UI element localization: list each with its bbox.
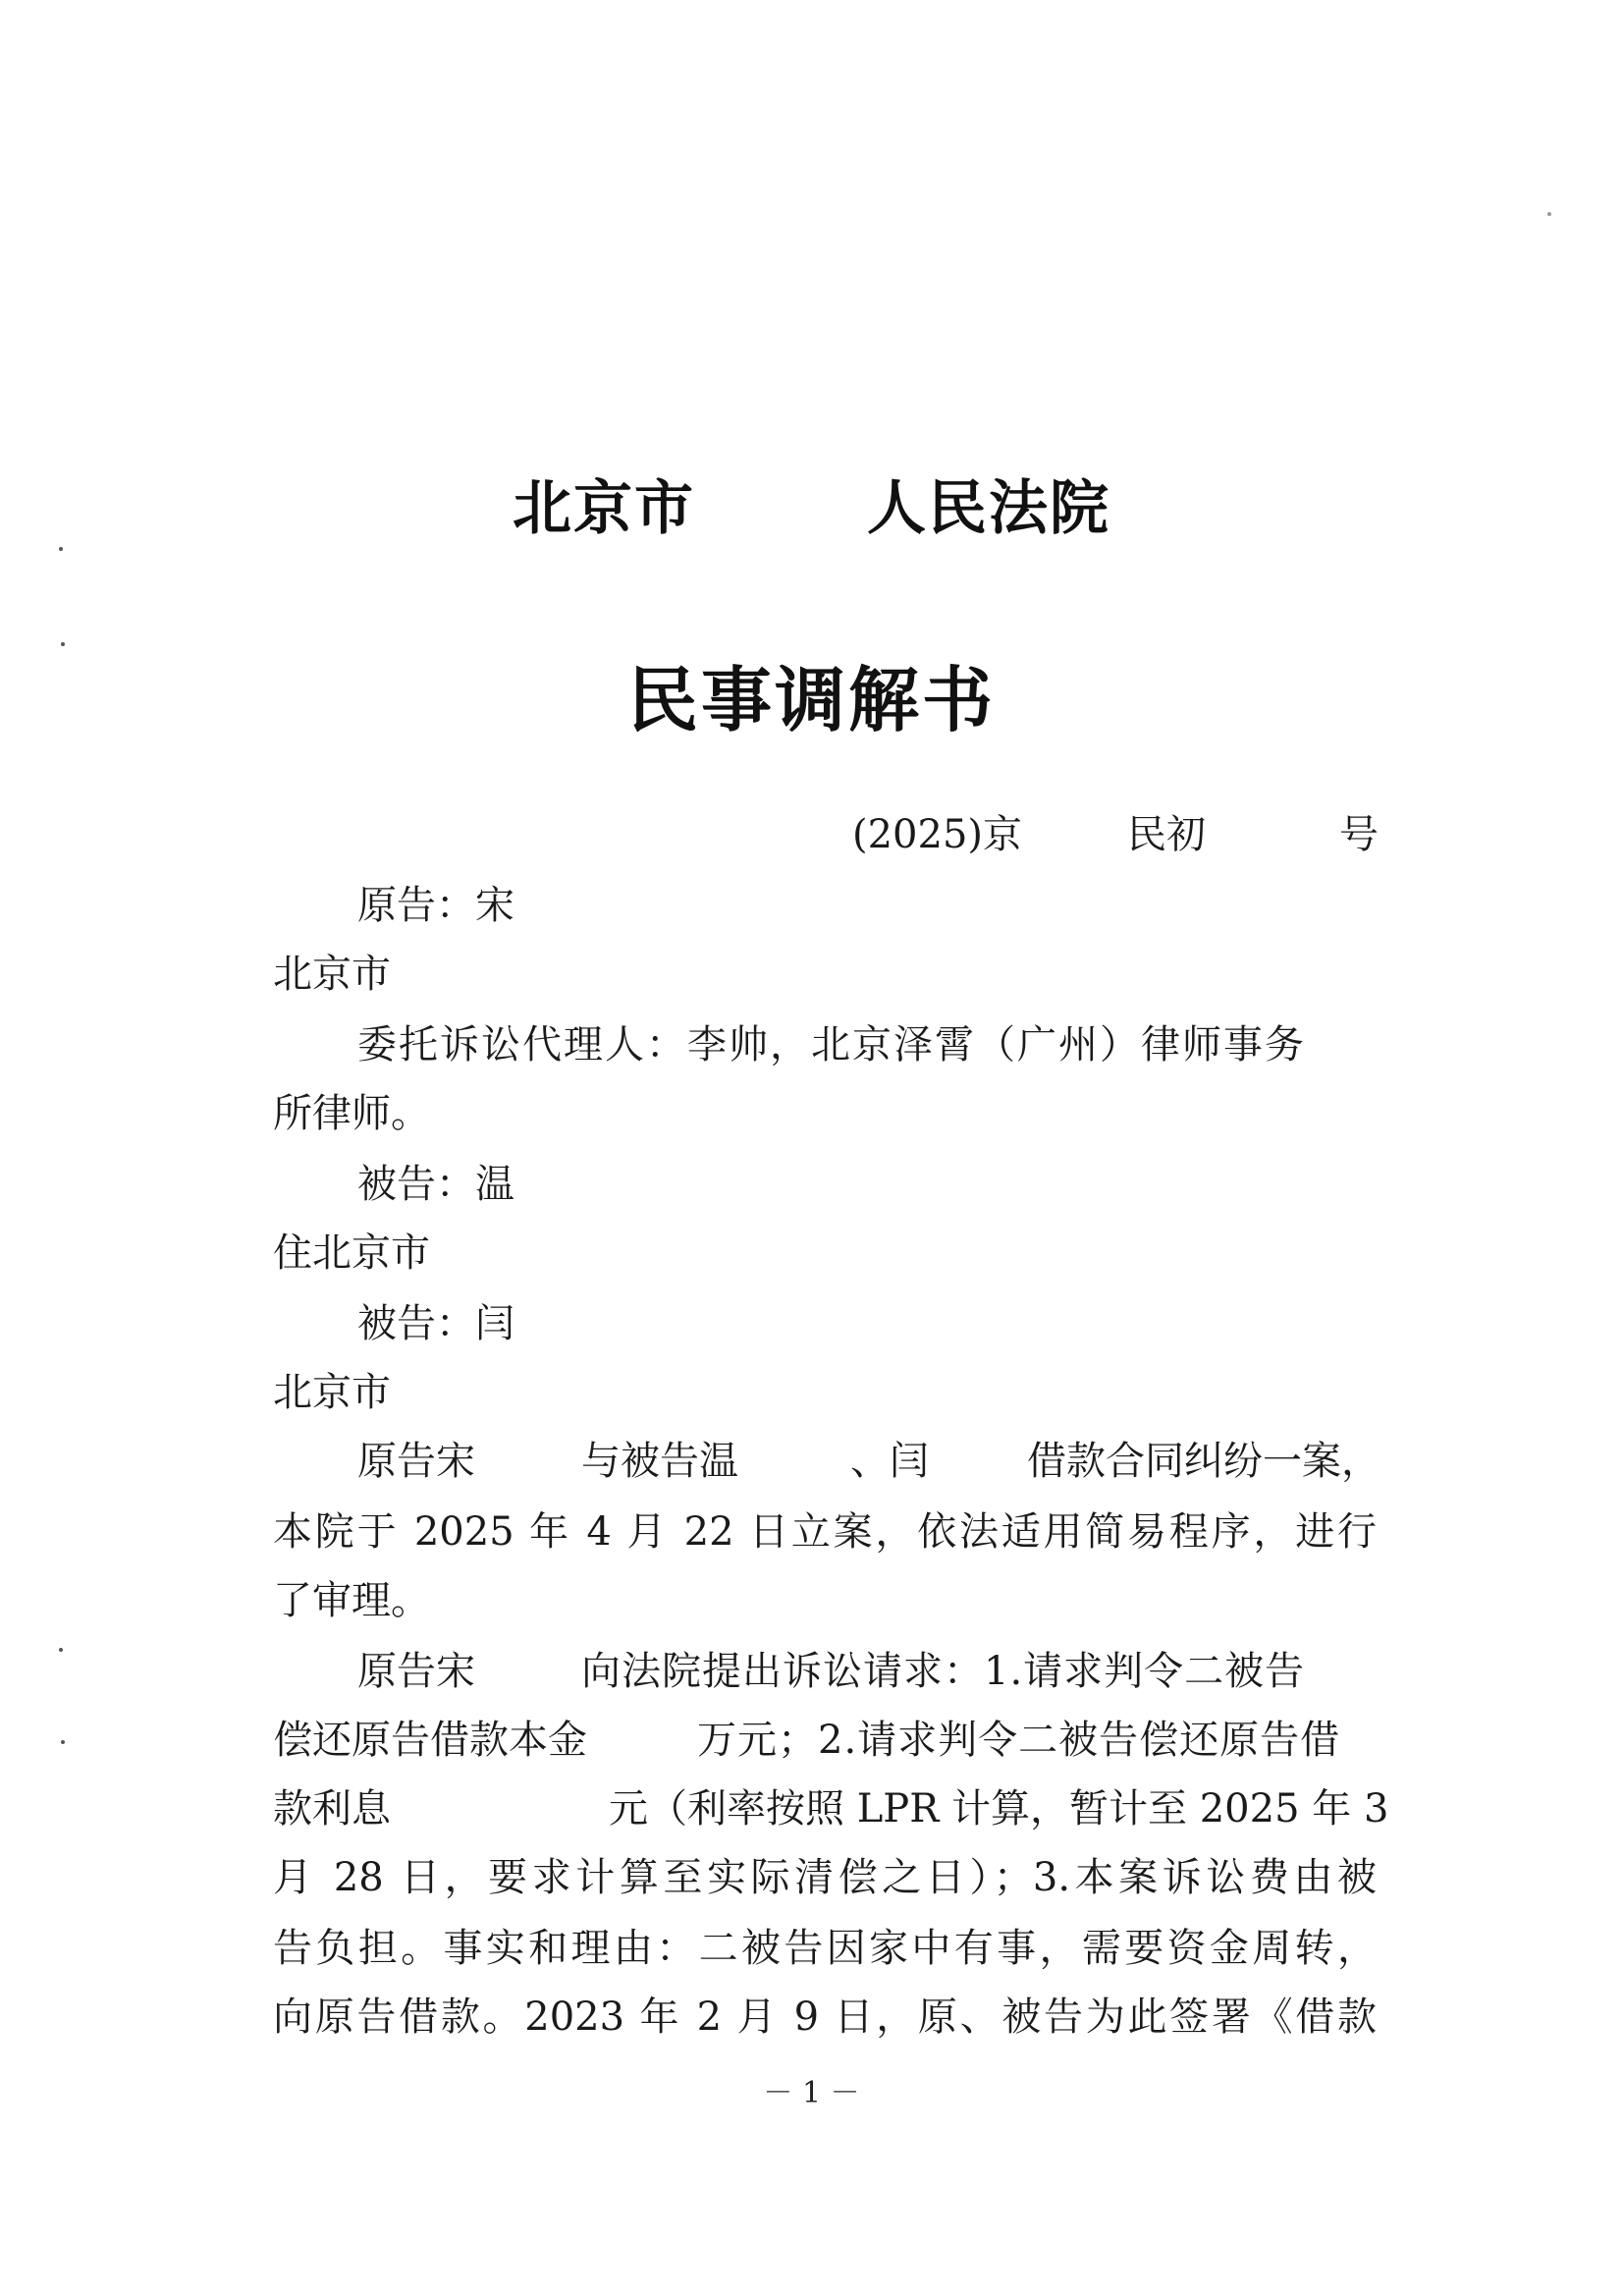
para1-line1-d: 借款合同纠纷一案， [1027, 1439, 1380, 1484]
defendant-1-label: 被告： [357, 1162, 475, 1207]
court-name [0, 462, 1623, 546]
para2-line2-b: 万元；2.请求判令二被告偿还原告借 [697, 1718, 1341, 1763]
case-number-suffix: 号 [1339, 812, 1379, 857]
para2-line1-a: 原告宋 [357, 1649, 475, 1694]
para1-line1-c: 、闫 [850, 1439, 929, 1484]
para2-line1-b: 向法院提出诉讼请求：1.请求判令二被告 [581, 1649, 1306, 1694]
plaintiff-line [357, 874, 514, 930]
defendant-2-name: 闫 [475, 1301, 514, 1346]
page-number: － 1 － [763, 2076, 860, 2110]
para2-line5: 告负担。事实和理由：二被告因家中有事，需要资金周转， [273, 1926, 1377, 1971]
court-name-prefix: 北京市 [513, 474, 695, 543]
para2-line6: 向原告借款。2023 年 2 月 9 日，原、被告为此签署《借款 [273, 1995, 1377, 2040]
para2-line3-a: 款利息 [273, 1786, 391, 1831]
defendant-1-name: 温 [475, 1162, 514, 1207]
plaintiff-name: 宋 [475, 883, 514, 928]
scan-speck [1547, 212, 1551, 216]
defendant-1-line [357, 1153, 514, 1209]
case-number-type: 民初 [1127, 812, 1206, 857]
document-title: 民事调解书 [626, 659, 996, 741]
defendant-1-address: 住北京市 [273, 1230, 430, 1276]
para2-line4: 月 28 日，要求计算至实际清偿之日）；3.本案诉讼费由被 [273, 1855, 1377, 1900]
para1-line3: 了审理。 [273, 1578, 430, 1623]
agent-label: 委托诉讼代理人： [357, 1022, 687, 1067]
defendant-2-label: 被告： [357, 1301, 475, 1346]
scan-speck [59, 547, 63, 551]
para1-line2: 本院于 2025 年 4 月 22 日立案，依法适用简易程序，进行 [273, 1509, 1377, 1555]
plaintiff-label: 原告： [357, 883, 475, 928]
agent-name: 李帅，北京泽霄（广州）律师事务 [687, 1022, 1306, 1067]
agent-continuation: 所律师。 [273, 1091, 430, 1136]
para1-line1-a: 原告宋 [357, 1439, 475, 1484]
court-name-suffix: 人民法院 [867, 474, 1110, 543]
scan-speck [59, 1648, 63, 1652]
para2-line2-a: 偿还原告借款本金 [273, 1718, 587, 1763]
para1-line1-b: 与被告温 [581, 1439, 738, 1484]
defendant-2-address: 北京市 [273, 1370, 391, 1415]
para2-line3-b: 元（利率按照 LPR 计算，暂计至 2025 年 3 [609, 1786, 1389, 1831]
scan-speck [61, 1740, 65, 1744]
case-number-year: (2025)京 [852, 812, 1023, 857]
defendant-2-line [357, 1292, 514, 1348]
plaintiff-address: 北京市 [273, 952, 391, 997]
scan-speck [61, 642, 65, 646]
agent-line [357, 1013, 1306, 1069]
